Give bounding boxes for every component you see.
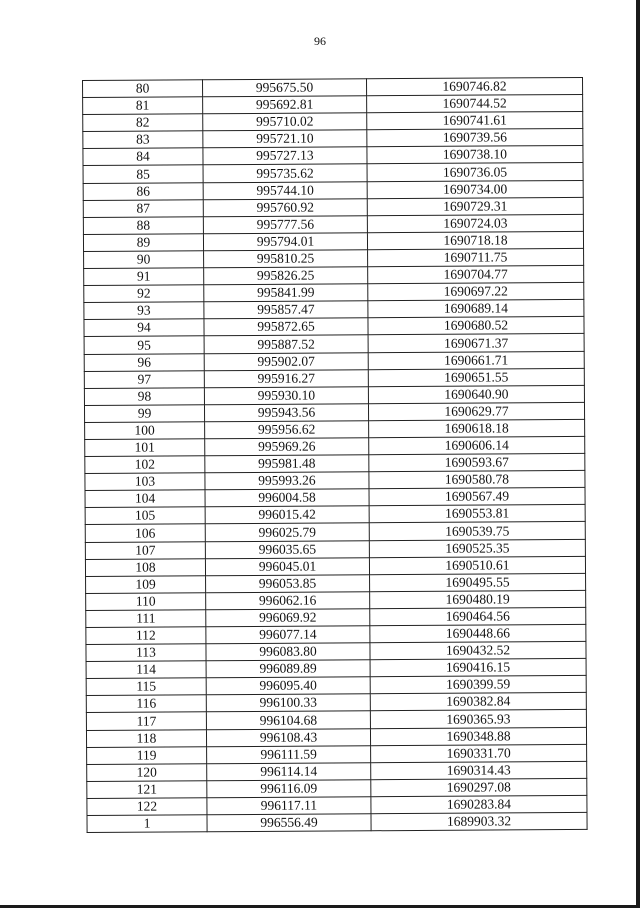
coordinates-table (82, 77, 588, 833)
y-coordinate-cell: 1690525.35 (369, 539, 585, 557)
x-coordinate-cell: 995777.56 (203, 216, 367, 234)
y-coordinate-cell: 1690689.14 (368, 300, 584, 318)
point-number-cell: 114 (86, 661, 206, 679)
y-coordinate-cell: 1690671.37 (368, 334, 584, 352)
point-number-cell: 122 (87, 798, 207, 816)
x-coordinate-cell: 995993.26 (205, 472, 369, 490)
point-number-cell: 80 (83, 80, 203, 98)
point-number-cell: 86 (83, 182, 203, 200)
point-number-cell: 121 (87, 781, 207, 799)
y-coordinate-cell: 1690746.82 (366, 77, 582, 95)
y-coordinate-cell: 1690704.77 (368, 265, 584, 283)
point-number-cell: 119 (87, 746, 207, 764)
y-coordinate-cell: 1690399.59 (370, 676, 586, 694)
x-coordinate-cell: 996045.01 (205, 557, 369, 575)
y-coordinate-cell: 1690567.49 (369, 488, 585, 506)
point-number-cell: 106 (85, 524, 205, 542)
x-coordinate-cell: 995721.10 (203, 130, 367, 148)
y-coordinate-cell: 1690734.00 (367, 180, 583, 198)
y-coordinate-cell: 1690593.67 (369, 453, 585, 471)
y-coordinate-cell: 1690640.90 (368, 385, 584, 403)
point-number-cell: 97 (84, 370, 204, 388)
coordinates-table-body (83, 77, 588, 832)
x-coordinate-cell: 995760.92 (203, 198, 367, 216)
point-number-cell: 103 (85, 473, 205, 491)
y-coordinate-cell: 1690314.43 (371, 761, 587, 779)
point-number-cell: 90 (84, 251, 204, 269)
point-number-cell: 111 (86, 610, 206, 628)
x-coordinate-cell: 996556.49 (207, 814, 371, 832)
point-number-cell: 99 (84, 405, 204, 423)
point-number-cell: 91 (84, 268, 204, 286)
point-number-cell: 120 (87, 764, 207, 782)
point-number-cell: 112 (86, 627, 206, 645)
page-number: 96 (314, 34, 326, 48)
y-coordinate-cell: 1690348.88 (370, 727, 586, 745)
y-coordinate-cell: 1690480.19 (370, 590, 586, 608)
x-coordinate-cell: 996083.80 (206, 643, 370, 661)
point-number-cell: 116 (86, 695, 206, 713)
x-coordinate-cell: 996004.58 (205, 489, 369, 507)
point-number-cell: 85 (83, 165, 203, 183)
y-coordinate-cell: 1690553.81 (369, 505, 585, 523)
point-number-cell: 109 (86, 575, 206, 593)
y-coordinate-cell: 1690711.75 (368, 248, 584, 266)
point-number-cell: 102 (85, 456, 205, 474)
x-coordinate-cell: 995956.62 (205, 421, 369, 439)
point-number-cell: 104 (85, 490, 205, 508)
point-number-cell: 82 (83, 114, 203, 132)
x-coordinate-cell: 995841.99 (204, 284, 368, 302)
x-coordinate-cell: 996095.40 (206, 677, 370, 695)
point-number-cell: 83 (83, 131, 203, 149)
x-coordinate-cell: 996062.16 (206, 592, 370, 610)
x-coordinate-cell: 996015.42 (205, 506, 369, 524)
y-coordinate-cell: 1690331.70 (371, 744, 587, 762)
y-coordinate-cell: 1690539.75 (369, 522, 585, 540)
point-number-cell: 98 (84, 387, 204, 405)
x-coordinate-cell: 995675.50 (203, 79, 367, 97)
x-coordinate-cell: 995969.26 (205, 438, 369, 456)
point-number-cell: 110 (86, 593, 206, 611)
x-coordinate-cell: 995794.01 (203, 233, 367, 251)
point-number-cell: 1 (87, 815, 207, 833)
point-number-cell: 87 (83, 199, 203, 217)
y-coordinate-cell: 1690464.56 (370, 607, 586, 625)
y-coordinate-cell: 1690736.05 (367, 163, 583, 181)
y-coordinate-cell: 1690495.55 (370, 573, 586, 591)
x-coordinate-cell: 995916.27 (204, 369, 368, 387)
x-coordinate-cell: 996114.14 (207, 762, 371, 780)
x-coordinate-cell: 995735.62 (203, 164, 367, 182)
y-coordinate-cell: 1690618.18 (369, 419, 585, 437)
x-coordinate-cell: 995826.25 (204, 267, 368, 285)
x-coordinate-cell: 996089.89 (206, 660, 370, 678)
y-coordinate-cell: 1690416.15 (370, 659, 586, 677)
x-coordinate-cell: 996111.59 (207, 745, 371, 763)
x-coordinate-cell: 995902.07 (204, 352, 368, 370)
x-coordinate-cell: 995872.65 (204, 318, 368, 336)
x-coordinate-cell: 996077.14 (206, 626, 370, 644)
x-coordinate-cell: 996053.85 (206, 574, 370, 592)
y-coordinate-cell: 1690365.93 (370, 710, 586, 728)
point-number-cell: 118 (86, 729, 206, 747)
x-coordinate-cell: 996100.33 (206, 694, 370, 712)
y-coordinate-cell: 1690741.61 (367, 112, 583, 130)
point-number-cell: 88 (83, 217, 203, 235)
point-number-cell: 107 (85, 541, 205, 559)
y-coordinate-cell: 1690697.22 (368, 283, 584, 301)
x-coordinate-cell: 996117.11 (207, 797, 371, 815)
x-coordinate-cell: 996116.09 (207, 780, 371, 798)
point-number-cell: 93 (84, 302, 204, 320)
x-coordinate-cell: 995810.25 (204, 250, 368, 268)
x-coordinate-cell: 995943.56 (204, 404, 368, 422)
y-coordinate-cell: 1690580.78 (369, 471, 585, 489)
point-number-cell: 89 (83, 234, 203, 252)
y-coordinate-cell: 1690680.52 (368, 317, 584, 335)
point-number-cell: 92 (84, 285, 204, 303)
y-coordinate-cell: 1690739.56 (367, 129, 583, 147)
point-number-cell: 100 (85, 422, 205, 440)
point-number-cell: 113 (86, 644, 206, 662)
y-coordinate-cell: 1690738.10 (367, 146, 583, 164)
y-coordinate-cell: 1690510.61 (369, 556, 585, 574)
x-coordinate-cell: 995857.47 (204, 301, 368, 319)
x-coordinate-cell: 995981.48 (205, 455, 369, 473)
point-number-cell: 117 (86, 712, 206, 730)
y-coordinate-cell: 1690718.18 (367, 231, 583, 249)
x-coordinate-cell: 995727.13 (203, 147, 367, 165)
x-coordinate-cell: 995692.81 (203, 96, 367, 114)
x-coordinate-cell: 995710.02 (203, 113, 367, 131)
x-coordinate-cell: 996104.68 (206, 711, 370, 729)
x-coordinate-cell: 996035.65 (205, 540, 369, 558)
y-coordinate-cell: 1690382.84 (370, 693, 586, 711)
point-number-cell: 94 (84, 319, 204, 337)
point-number-cell: 115 (86, 678, 206, 696)
y-coordinate-cell: 1690744.52 (367, 95, 583, 113)
y-coordinate-cell: 1690297.08 (371, 778, 587, 796)
y-coordinate-cell: 1690661.71 (368, 351, 584, 369)
table-row (87, 812, 587, 832)
y-coordinate-cell: 1690448.66 (370, 624, 586, 642)
point-number-cell: 105 (85, 507, 205, 525)
point-number-cell: 101 (85, 439, 205, 457)
y-coordinate-cell: 1690651.55 (368, 368, 584, 386)
y-coordinate-cell: 1690606.14 (369, 436, 585, 454)
point-number-cell: 84 (83, 148, 203, 166)
point-number-cell: 108 (85, 558, 205, 576)
y-coordinate-cell: 1690729.31 (367, 197, 583, 215)
point-number-cell: 96 (84, 353, 204, 371)
y-coordinate-cell: 1690629.77 (368, 402, 584, 420)
x-coordinate-cell: 995744.10 (203, 181, 367, 199)
y-coordinate-cell: 1689903.32 (371, 812, 587, 830)
y-coordinate-cell: 1690283.84 (371, 795, 587, 813)
x-coordinate-cell: 995887.52 (204, 335, 368, 353)
x-coordinate-cell: 996069.92 (206, 609, 370, 627)
x-coordinate-cell: 996025.79 (205, 523, 369, 541)
point-number-cell: 81 (83, 97, 203, 115)
point-number-cell: 95 (84, 336, 204, 354)
x-coordinate-cell: 996108.43 (206, 728, 370, 746)
y-coordinate-cell: 1690724.03 (367, 214, 583, 232)
y-coordinate-cell: 1690432.52 (370, 642, 586, 660)
x-coordinate-cell: 995930.10 (204, 386, 368, 404)
